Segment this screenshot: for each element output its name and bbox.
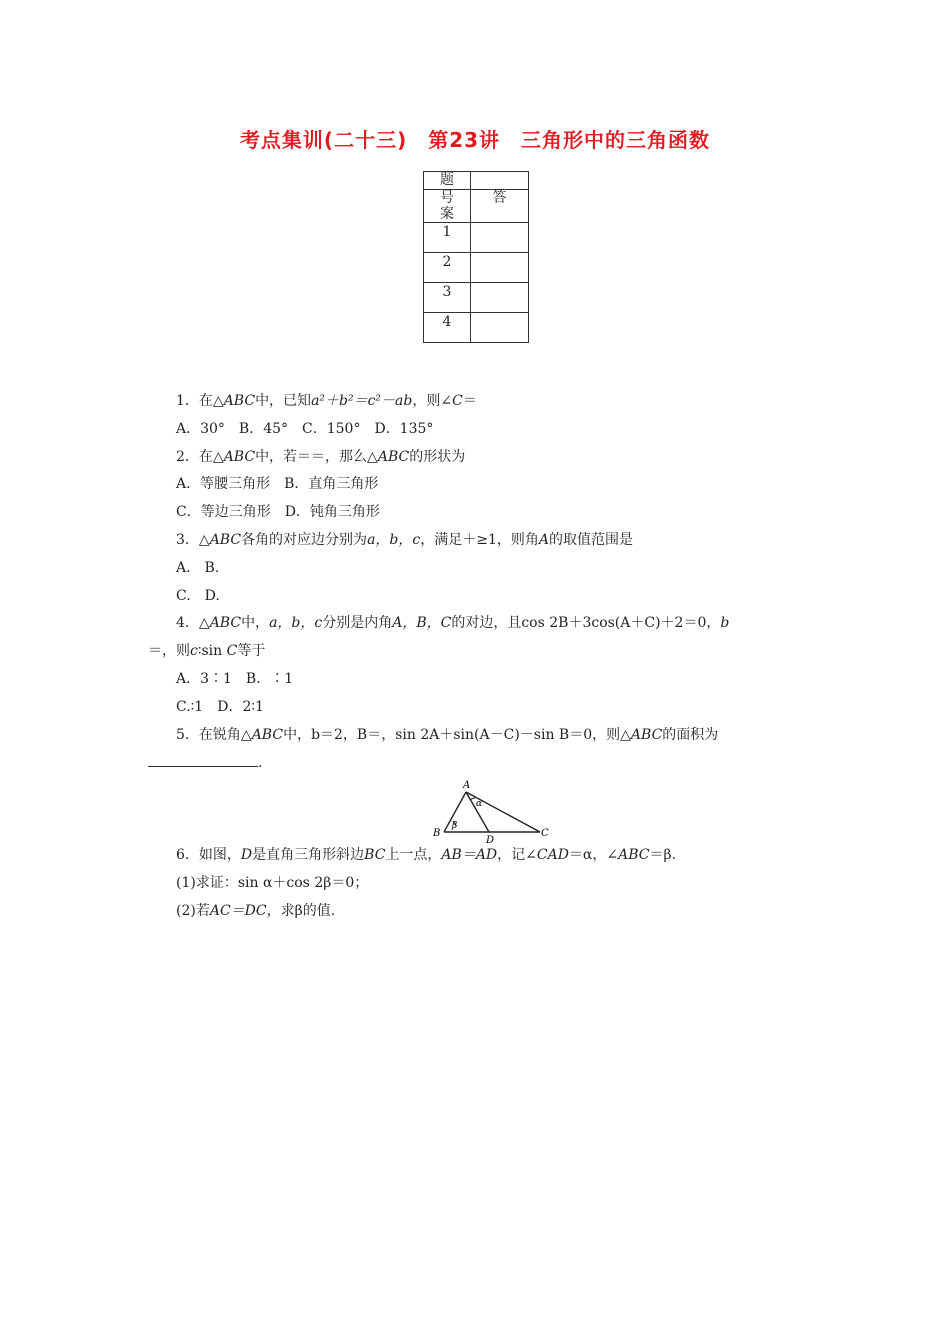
answer-cell[interactable] (471, 313, 529, 343)
question-2-options-1: A．等腰三角形 B．直角三角形 (176, 476, 379, 492)
answer-table (423, 171, 529, 343)
page-title: 考点集训(二十三) 第23讲 三角形中的三角函数 (239, 128, 711, 152)
question-5-answer-line: . (148, 753, 262, 773)
label-alpha: α (476, 799, 483, 809)
question-5-stem: 5．在锐角△ABC中，b＝2，B＝，sin 2A＋sin(A－C)－sin B＝0，则△ABC的面积为 (176, 727, 719, 743)
question-6-part-2: (2)若AC＝DC，求β的值. (176, 903, 336, 919)
question-3-options-2: C. D. (176, 588, 220, 604)
question-4-options-2: C.∶1 D．2∶1 (176, 699, 264, 715)
question-6-part-1: (1)求证：sin α＋cos 2β＝0； (176, 875, 369, 891)
answer-table-header-bottom: 案 (440, 206, 454, 222)
question-2-stem: 2．在△ABC中，若＝＝，那么△ABC的形状为 (176, 449, 466, 465)
angle-alpha-arc (470, 798, 475, 800)
label-d: D (486, 835, 495, 844)
label-b: B (433, 828, 441, 839)
question-4-options-1: A．3∶1 B．∶1 (176, 671, 294, 687)
answer-blank[interactable] (148, 754, 258, 767)
label-beta: β (452, 821, 458, 831)
answer-row-number: 1 (424, 223, 471, 253)
answer-row-number: 4 (424, 313, 471, 343)
answer-table-header-right: 答 (471, 190, 529, 223)
question-1-options: A．30° B．45° C．150° D．135° (176, 421, 434, 437)
question-3-stem: 3．△ABC各角的对应边分别为a，b，c，满足＋≥1，则角A的取值范围是 (176, 532, 633, 548)
answer-cell[interactable] (471, 283, 529, 313)
label-a: A (463, 780, 471, 791)
answer-cell[interactable] (471, 253, 529, 283)
label-c: C (541, 828, 549, 839)
question-3-options-1: A. B. (176, 560, 220, 576)
question-2-options-2: C．等边三角形 D．钝角三角形 (176, 504, 380, 520)
answer-row-number: 3 (424, 283, 471, 313)
answer-table-header-top: 题 (424, 172, 471, 190)
question-1-stem: 1．在△ABC中，已知a²＋b²＝c²－ab，则∠C＝ (176, 393, 477, 409)
answer-cell[interactable] (471, 223, 529, 253)
triangle-figure (430, 776, 550, 844)
question-4-stem: 4．△ABC中，a，b，c分别是内角A，B，C的对边，且cos 2B＋3cos(A＋C)＋2＝0，b (176, 615, 730, 631)
answer-row-number: 2 (424, 253, 471, 283)
answer-table-header-left: 号 (440, 190, 454, 206)
question-6-stem: 6．如图，D是直角三角形斜边BC上一点，AB＝AD，记∠CAD＝α，∠ABC＝β. (176, 847, 677, 863)
question-4-stem-line2: ＝，则c∶sin C等于 (148, 643, 266, 659)
